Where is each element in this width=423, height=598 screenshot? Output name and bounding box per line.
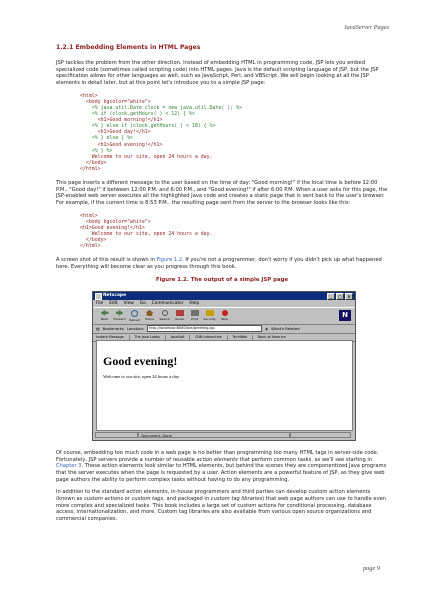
minimize-icon: _ bbox=[327, 293, 335, 301]
menu-edit: Edit bbox=[109, 300, 118, 306]
code-line: <html> bbox=[80, 212, 98, 219]
window-title: Netscape bbox=[103, 292, 127, 298]
code-line-highlighted: <% } %> bbox=[80, 147, 113, 154]
search-icon bbox=[162, 310, 168, 316]
code-line: <body bgcolor="white"> bbox=[80, 218, 151, 225]
stop-icon bbox=[222, 310, 228, 316]
paragraph-custom-actions bbox=[56, 489, 388, 523]
text-run: Of course, embedding too much code in a web page is no better than programming too many HTML tags in server-side code. Fortunately, JSP servers provide a number of reusable bbox=[56, 449, 379, 463]
text-run: or bbox=[123, 496, 132, 503]
emphasis: custom actions bbox=[83, 496, 124, 503]
forward-arrow-icon bbox=[116, 310, 124, 316]
browser-toolbar bbox=[93, 307, 355, 325]
link-javasoft: JavaSoft bbox=[170, 335, 185, 340]
code-line: </body> bbox=[80, 159, 107, 166]
emphasis: custom tag libraries bbox=[210, 496, 263, 503]
back-button bbox=[99, 310, 110, 322]
code-line: <h1>Good evening!</h1> bbox=[80, 141, 163, 148]
tool-label: Stop bbox=[221, 316, 228, 321]
location-field: http://localhost:8080/ora/greeting.jsp bbox=[147, 325, 262, 332]
netscape-window-icon bbox=[95, 293, 102, 300]
security-button bbox=[204, 310, 215, 322]
browser-menubar bbox=[93, 300, 355, 307]
print-button bbox=[189, 310, 200, 322]
rendered-heading: Good evening! bbox=[103, 353, 178, 368]
code-line: </body> bbox=[80, 237, 107, 244]
window-controls bbox=[327, 293, 353, 301]
location-bar bbox=[93, 325, 355, 334]
stop-button bbox=[219, 310, 230, 322]
code-line: <h1>Good day!</h1> bbox=[80, 129, 151, 136]
link-instant-message: Instant Message bbox=[96, 335, 124, 340]
status-text: Document: Done bbox=[138, 432, 290, 438]
guide-icon bbox=[176, 310, 184, 316]
status-icon bbox=[95, 432, 138, 438]
menu-help: Help bbox=[189, 300, 200, 306]
home-button bbox=[144, 310, 155, 322]
whats-related-label: What's Related bbox=[271, 326, 300, 332]
text-run: A screen shot of this result is shown in bbox=[56, 257, 157, 264]
link-techweb: TechWeb bbox=[232, 335, 248, 340]
lock-icon bbox=[206, 310, 214, 316]
code-line: Welcome to our site, open 24 hours a day. bbox=[80, 231, 213, 238]
spacer bbox=[56, 441, 388, 450]
figure-link[interactable]: Figure 1.2 bbox=[156, 257, 183, 264]
menu-go: Go bbox=[139, 300, 146, 306]
code-line: </html> bbox=[80, 165, 101, 172]
code-line-highlighted: <% } else if (clock.getHours( ) < 18) { %> bbox=[80, 123, 216, 130]
paragraph-explanation: This page inserts a different message to the user based on the time of day: "Good morning!" if the local time is before 12:00 P.M., "Good day!" if between 12:00 P.M. and 6:00 P.M., and "Good evening!" if after 6:00 P.M. When a user asks for this page, the JSP-enabled web server executes all the highlighted Java code and creates a static page that is sent back to the user's browser. For example, if the current time is 8:53 P.M., the resulting page sent from the server to the browser looks like this: bbox=[56, 180, 388, 207]
tool-label: Guide bbox=[175, 316, 184, 321]
bookmarks-label: Bookmarks bbox=[102, 326, 124, 332]
netscape-logo-icon: N bbox=[339, 310, 351, 321]
reload-icon bbox=[131, 310, 138, 317]
tool-label: Home bbox=[145, 316, 154, 321]
text-run: In addition to the standard action elements, in-house programmers and third parties can develop custom action elements (known as bbox=[56, 489, 371, 503]
back-arrow-icon bbox=[101, 310, 109, 316]
code-listing-jsp bbox=[80, 93, 388, 172]
section-title: 1.2.1 Embedding Elements in HTML Pages bbox=[56, 44, 201, 51]
reload-button bbox=[129, 310, 140, 322]
paragraph-intro: JSP tackles the problem from the other direction. Instead of embedding HTML in programming code, JSP lets you embed specialized code (sometimes called scripting code) into HTML pages. Java is the default scripting language of JSP, but the JSP specification allows for other languages as well, such as JavaScript, Perl, and VBScript. We will begin looking at all the JSP elements in detail later, but at this point let's introduce you to a simple JSP page: bbox=[56, 60, 379, 87]
text-run: . If you're not a programmer, don't worry if you didn't pick up what happened here. Everything will become clear as you progress through this book. bbox=[56, 257, 382, 271]
tool-label: Reload bbox=[129, 317, 140, 322]
browser-statusbar bbox=[95, 432, 351, 438]
browser-screenshot bbox=[92, 291, 356, 441]
close-icon: × bbox=[345, 293, 353, 301]
running-header: JavaServer Pages bbox=[343, 24, 389, 31]
status-extra bbox=[290, 432, 351, 438]
code-listing-output bbox=[80, 213, 388, 250]
code-line-highlighted: <% } else { %> bbox=[80, 135, 133, 142]
text-run: ) that web page authors can use to handle even more complex and specialized tasks. This book includes a large set of custom actions for conditional processing, database access, internationalization, and more. Custom tag libraries are also available from various open source organizations and commercial companies. bbox=[56, 496, 387, 523]
emphasis: action elements bbox=[196, 456, 238, 463]
tool-label: Print bbox=[191, 316, 198, 321]
emphasis: custom tags bbox=[131, 496, 164, 503]
tool-label: Forward bbox=[113, 316, 126, 321]
code-line: </html> bbox=[80, 243, 101, 250]
forward-button bbox=[114, 310, 125, 322]
chapter-link[interactable]: Chapter 3 bbox=[56, 463, 82, 470]
text-run: , and packaged in bbox=[163, 496, 211, 503]
maximize-icon: □ bbox=[336, 293, 344, 301]
text-run: that perform common tasks, as we'll see starting in bbox=[237, 456, 373, 463]
link-bank-of-america: Bank of America bbox=[257, 335, 286, 340]
bookmarks-icon: ▤ bbox=[96, 326, 100, 332]
menu-file: File bbox=[96, 300, 104, 306]
menu-view: View bbox=[123, 300, 134, 306]
browser-titlebar bbox=[93, 292, 355, 300]
location-label: Location: bbox=[126, 326, 145, 332]
code-line-highlighted: <% java.util.Date clock = new java.util.Date( ); %> bbox=[80, 105, 242, 111]
printer-icon bbox=[191, 310, 199, 316]
text-run: . These action elements look similar to HTML elements, but behind the scenes they are componentized Java programs that the server executes when the page is requested by a user. Action elements are a powerful feature of JSP, as they give web page authors the ability to perform complex tasks without having to do any programming. bbox=[56, 463, 387, 483]
guide-button bbox=[174, 310, 185, 322]
paragraph-screenshot-ref bbox=[56, 257, 388, 270]
code-line-highlighted: <% if (clock.getHours( ) < 12) { %> bbox=[80, 111, 195, 118]
tool-label: Security bbox=[203, 316, 216, 321]
tool-label: Search bbox=[159, 316, 170, 321]
tool-label: Back bbox=[100, 316, 109, 321]
figure-caption: Figure 1.2. The output of a simple JSP page bbox=[155, 276, 289, 283]
link-cnn: CNN Interactive bbox=[194, 335, 222, 340]
rendered-text: Welcome to our site, open 24 hours a day. bbox=[103, 373, 180, 379]
code-line: <h1>Good morning!</h1> bbox=[80, 117, 163, 124]
code-line: <body bgcolor="white"> bbox=[80, 98, 151, 105]
menu-communicator: Communicator bbox=[151, 300, 184, 306]
home-icon bbox=[146, 310, 154, 316]
paragraph-action-elements bbox=[56, 450, 388, 484]
code-line: <h1>Good evening!</h1> bbox=[80, 225, 145, 232]
search-button bbox=[159, 310, 170, 322]
page-number: page 9 bbox=[363, 565, 380, 572]
code-line: Welcome to our site, open 24 hours a day. bbox=[80, 153, 213, 160]
whats-related-icon: ◈ bbox=[265, 326, 269, 332]
browser-viewport bbox=[96, 340, 353, 431]
content-area bbox=[56, 44, 388, 529]
code-line: <html> bbox=[80, 92, 98, 99]
link-java-lobby: The Java Lobby bbox=[134, 335, 161, 340]
